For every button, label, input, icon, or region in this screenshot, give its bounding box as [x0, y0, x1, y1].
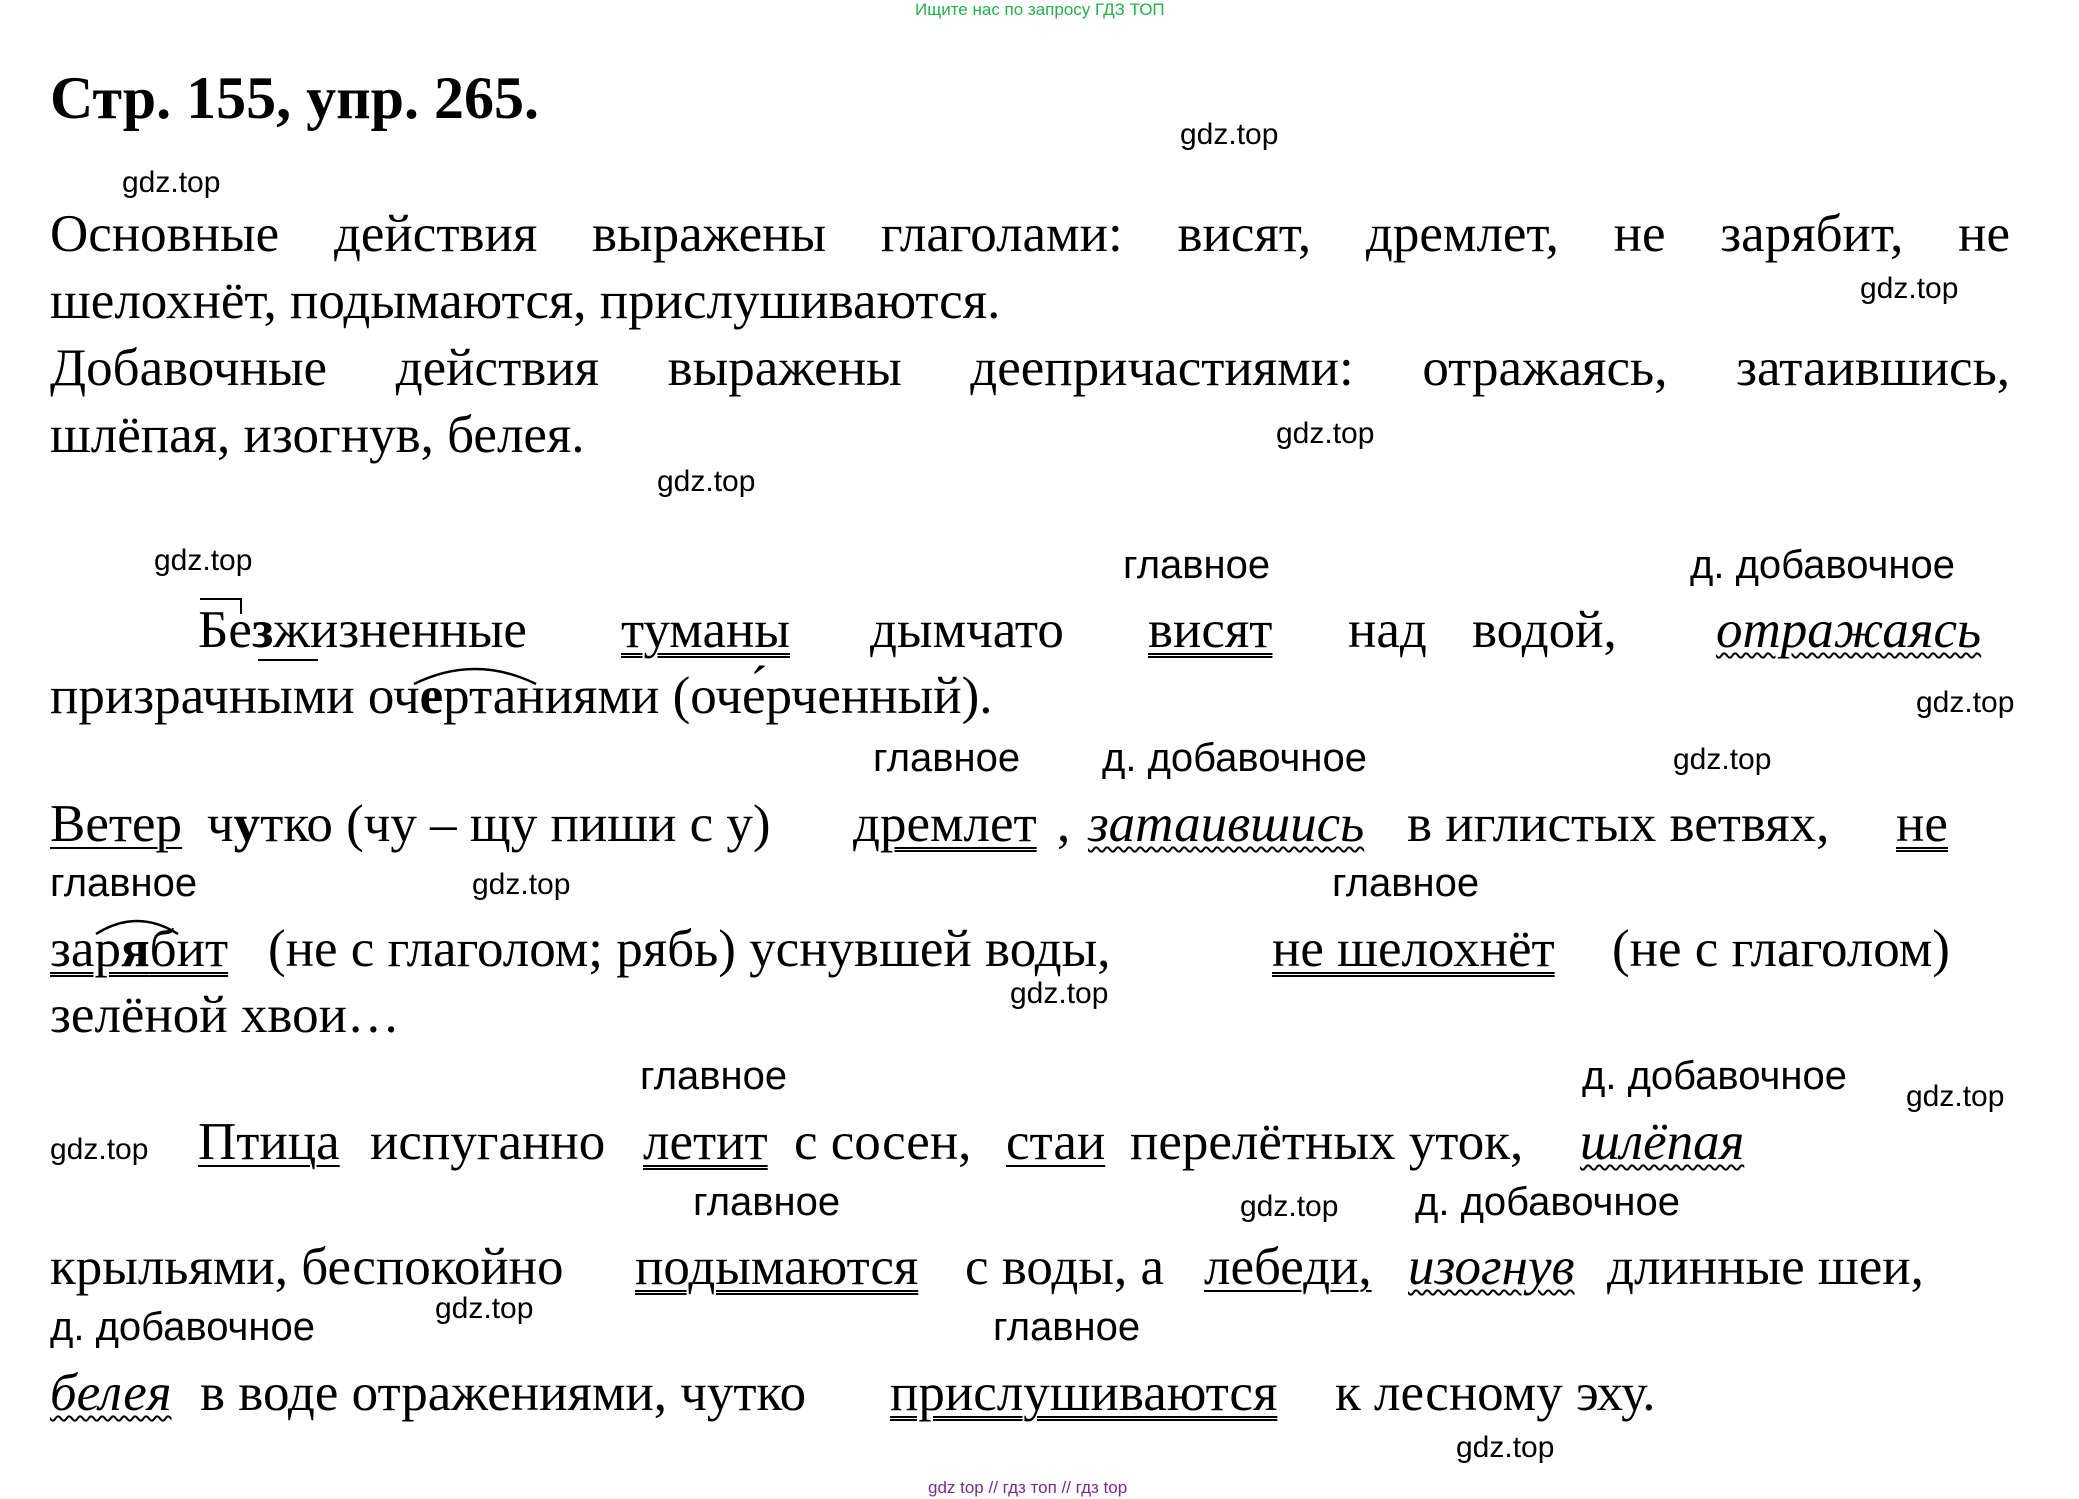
watermark: gdz.top — [472, 868, 571, 901]
label-main: главное — [50, 861, 198, 905]
intro-line: шелохнёт, подымаются, прислушиваются. — [50, 272, 1001, 330]
label-extra: д. добавочное — [1415, 1180, 1680, 1224]
text-fragment: призрачными о — [50, 667, 393, 725]
label-extra: д. добавочное — [1102, 736, 1367, 780]
watermark: gdz.top — [657, 465, 756, 498]
subject: Ветер — [50, 795, 183, 853]
text-fragment: ч — [207, 795, 234, 853]
text-fragment: зар — [50, 920, 121, 978]
highlighted-letter: у — [233, 795, 261, 853]
sentence-5-word: крыльями, беспокойно — [50, 1238, 564, 1296]
predicate: дремлет — [853, 795, 1037, 853]
text-fragment: тко (чу – щу пиши с у) — [260, 795, 771, 853]
gerund: изогнув — [1408, 1238, 1575, 1296]
watermark: gdz.top — [1240, 1190, 1339, 1223]
watermark: gdz.top — [50, 1133, 149, 1166]
watermark: gdz.top — [1180, 118, 1279, 151]
watermark: gdz.top — [435, 1292, 534, 1325]
subject: лебеди, — [1204, 1238, 1372, 1296]
sentence-3-line-2: зелёной хвои… — [50, 986, 400, 1044]
sentence-6-word: в воде отражениями, чутко — [200, 1364, 807, 1422]
sentence-5-word: длинные шеи, — [1607, 1238, 1924, 1296]
watermark: gdz.top — [1906, 1080, 2005, 1113]
watermark: gdz.top — [122, 166, 221, 199]
predicate: не шелохнёт — [1272, 920, 1555, 978]
watermark: gdz.top — [1456, 1431, 1555, 1464]
highlighted-letter: я — [120, 920, 150, 978]
prefix-mark — [200, 598, 242, 614]
subject: туманы — [621, 601, 790, 659]
watermark: gdz.top — [1916, 686, 2015, 719]
subject: Птица — [198, 1113, 340, 1171]
sentence-4-word: перелётных уток, — [1130, 1113, 1524, 1171]
predicate: летит — [643, 1113, 768, 1171]
label-extra: д. добавочное — [1582, 1054, 1847, 1098]
text-fragment: ч — [392, 667, 420, 725]
highlighted-letter: е — [419, 667, 444, 725]
sentence-3-word: (не с глаголом; рябь) уснувшей воды, — [268, 920, 1111, 978]
sentence-2-word — [207, 791, 771, 857]
label-main: главное — [873, 736, 1021, 780]
text-fragment: Бе — [198, 601, 252, 659]
gerund: отражаясь — [1716, 601, 1982, 659]
predicate: висят — [1148, 601, 1273, 659]
subject: стаи — [1006, 1113, 1106, 1171]
spelling-underline — [258, 659, 318, 661]
watermark: gdz.top — [1010, 977, 1109, 1010]
gerund: шлёпая — [1580, 1113, 1745, 1171]
intro-line: Добавочные действия выражены деепричастиями: отражаясь, затаившись, — [50, 339, 2010, 397]
search-banner: Ищите нас по запросу ГДЗ ТОП — [915, 0, 1165, 19]
label-main: главное — [640, 1054, 788, 1098]
sentence-4-word: испуганно — [370, 1113, 606, 1171]
watermark: gdz.top — [1673, 743, 1772, 776]
sentence-4-word: с сосен, — [794, 1113, 972, 1171]
label-main: главное — [693, 1180, 841, 1224]
sentence-1-word — [198, 597, 527, 663]
sentence-5-word: с воды, а — [965, 1238, 1165, 1296]
root-arc — [92, 912, 182, 938]
sentence-2-word: в иглистых ветвях, — [1407, 795, 1830, 853]
label-main: главное — [1123, 543, 1271, 587]
footer-links: gdz top // гдз топ // гдз top — [928, 1478, 1128, 1497]
root-arc — [410, 660, 540, 688]
watermark: gdz.top — [1860, 272, 1959, 305]
sentence-1-word: водой, — [1472, 601, 1617, 659]
text-fragment: изненные — [309, 601, 527, 659]
predicate-start: не — [1896, 795, 1948, 853]
sentence-6-word: к лесному эху. — [1335, 1364, 1656, 1422]
predicate: прислушиваются — [890, 1364, 1278, 1422]
intro-line: шлёпая, изогнув, белея. — [50, 406, 585, 464]
gerund: затаившись — [1088, 795, 1365, 853]
sentence-3-word: (не с глаголом) — [1612, 920, 1950, 978]
watermark: gdz.top — [1276, 417, 1375, 450]
label-main: главное — [993, 1305, 1141, 1349]
comma: , — [1057, 795, 1071, 853]
watermark: gdz.top — [154, 544, 253, 577]
label-main: главное — [1332, 861, 1480, 905]
sentence-1-word: над — [1348, 601, 1427, 659]
page-title: Стр. 155, упр. 265. — [50, 65, 540, 131]
text-fragment: ртаниями (оче́рченный). — [443, 667, 993, 725]
sentence-1-word: дымчато — [870, 601, 1064, 659]
predicate: подымаются — [635, 1238, 919, 1296]
intro-line: Основные действия выражены глаголами: висят, дремлет, не зарябит, не — [50, 205, 2010, 263]
text-fragment: бит — [149, 920, 229, 978]
label-extra: д. добавочное — [50, 1305, 315, 1349]
label-extra: д. добавочное — [1690, 543, 1955, 587]
text-fragment: ж — [273, 601, 310, 659]
gerund: белея — [50, 1364, 172, 1422]
highlighted-letter: з — [251, 601, 274, 659]
